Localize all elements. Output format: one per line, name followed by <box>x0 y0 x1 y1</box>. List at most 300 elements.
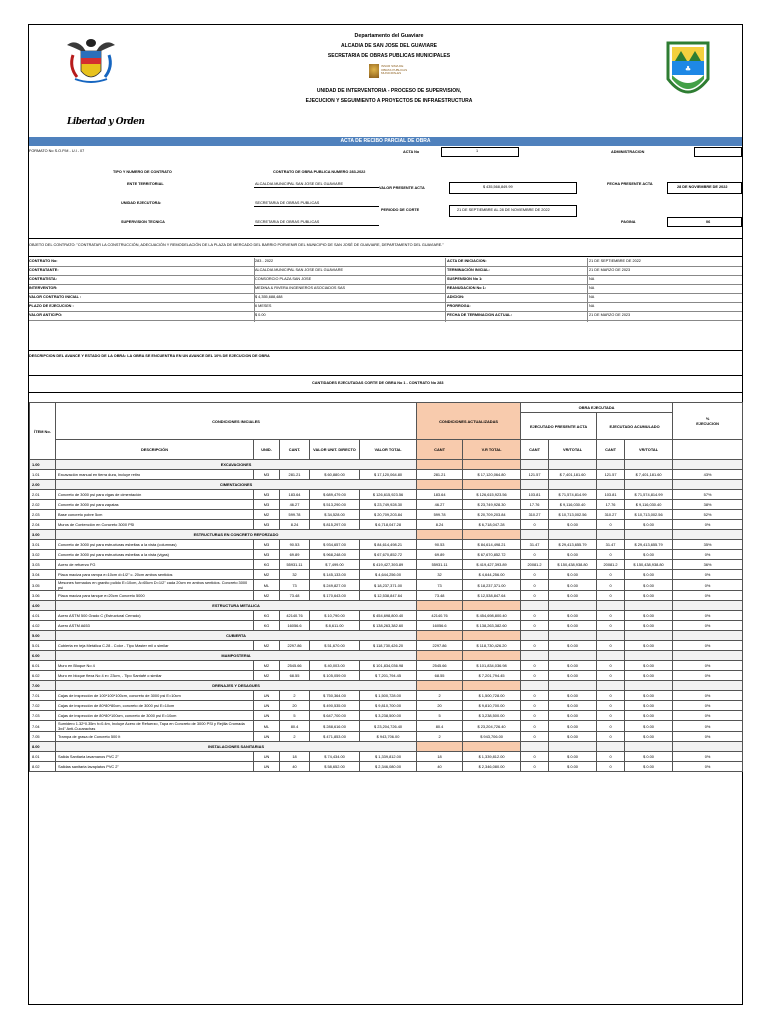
unit-price-cell: $ 249,827.00 <box>310 580 360 591</box>
section-title: EXCAVACIONES <box>56 460 417 470</box>
total-present-cell: $ 0.00 <box>549 762 597 772</box>
unit-cell: M2 <box>254 591 280 601</box>
section-row <box>30 681 743 691</box>
contract-label-right: REANUDACION No 1: <box>447 286 487 290</box>
contract-label: INTERVENTOR: <box>29 286 58 290</box>
table-row <box>30 520 743 530</box>
total-present-cell: $ 10,713,002.56 <box>549 510 597 520</box>
contract-value-right: 21 DE MARZO DE 2023 <box>589 268 631 272</box>
table-row <box>30 580 743 591</box>
unit-cell: ML <box>254 721 280 732</box>
logo-motto: Libertad y Orden <box>67 117 145 127</box>
contract-label: CONTRATISTA: <box>29 277 57 281</box>
table-row <box>30 691 743 701</box>
total-present-cell: $ 0.00 <box>549 520 597 530</box>
unit-price-cell: $ 471,853.00 <box>310 732 360 742</box>
contract-label-right: PRORROGA: <box>447 304 471 308</box>
pct-cell: 38% <box>673 500 743 510</box>
description-cell: Mesones formados en granito pulido E=10cm, A=65cm D=1/2" cada 20cm en ambos sentidos. Concreto 3000 psi <box>56 580 254 591</box>
qty-accum-cell: 0 <box>597 711 625 721</box>
qty-cell: 2545.66 <box>280 661 310 671</box>
header-vrtotal-presente: VR/TOTAL <box>549 440 597 460</box>
item-cell: 2.04 <box>30 520 56 530</box>
qty-cell: 80.4 <box>280 721 310 732</box>
total-accum-cell: $ 0.00 <box>625 762 673 772</box>
acta-no-box <box>441 147 519 157</box>
qty-accum-cell: 0 <box>597 701 625 711</box>
table-row <box>30 721 743 732</box>
total-cell: $ 84,614,498.21 <box>360 540 417 550</box>
unit-cell: M3 <box>254 540 280 550</box>
item-cell: 2.01 <box>30 490 56 500</box>
item-cell: 3.05 <box>30 580 56 591</box>
ente-label: ENTE TERRITORIAL <box>127 182 164 186</box>
total-accum-cell: $ 0.00 <box>625 591 673 601</box>
pct-cell: 36% <box>673 560 743 570</box>
table-row <box>30 621 743 631</box>
item-cell: 6.02 <box>30 671 56 681</box>
qty-updated-cell: 90.53 <box>417 540 463 550</box>
qty-updated-cell: 5 <box>417 711 463 721</box>
item-cell: 2.02 <box>30 500 56 510</box>
pct-cell: 0% <box>673 701 743 711</box>
description-cell: Salida Santiaria lavamanos PVC 2" <box>56 752 254 762</box>
qty-accum-cell: 0 <box>597 691 625 701</box>
total-cell: $ 126,615,923.56 <box>360 490 417 500</box>
description-cell: Placa maciza para rampa e=10cm d=1/2" c. 20cm ambos sentidos <box>56 570 254 580</box>
total-accum-cell: $ 7,401,181.60 <box>625 470 673 480</box>
section-title: CIMENTACIONES <box>56 480 417 490</box>
total-accum-cell: $ 0.00 <box>625 570 673 580</box>
total-accum-cell: $ 0.00 <box>625 691 673 701</box>
total-accum-cell: $ 10,713,002.56 <box>625 510 673 520</box>
qty-present-cell: 310.27 <box>521 510 549 520</box>
qty-accum-cell: 0 <box>597 732 625 742</box>
qty-cell: 46.27 <box>280 500 310 510</box>
qty-accum-cell: 0 <box>597 661 625 671</box>
periodo-label: PERIODO DE CORTE <box>381 208 420 212</box>
secretaria-logo-text: INSUR SIMA DE OBRAS PUBLICAS MUNICIPALES <box>381 64 408 75</box>
table-row <box>30 732 743 742</box>
periodo-value: 21 DE SEPTIEMBRE AL 28 DE NOVIEMBRE DE 2022 <box>457 208 550 212</box>
pct-cell: 0% <box>673 570 743 580</box>
total-present-cell: $ 9,116,030.40 <box>549 500 597 510</box>
description-cell: Trampa de grasa de Concreto 500 lt <box>56 732 254 742</box>
supervision-value: SECRETARIA DE OBRAS PUBLICAS <box>255 220 320 224</box>
unit-price-cell: $ 7,499.00 <box>310 560 360 570</box>
description-cell: Sumidero 1.32*0.35m h=0.4m, Incluye Acero de Refuerzo, Tapa en Concreto de 3000 PSI y Rejilla Cromada 3x4" Anti-Cucarachas <box>56 721 254 732</box>
qty-updated-cell: 42140.76 <box>417 611 463 621</box>
pct-cell: 35% <box>673 540 743 550</box>
total-cell: $ 67,670,852.72 <box>360 550 417 560</box>
qty-present-cell: 0 <box>521 580 549 591</box>
item-cell: 7.05 <box>30 732 56 742</box>
colombia-coat-of-arms-icon <box>61 37 121 87</box>
qty-cell: 599.78 <box>280 510 310 520</box>
guaviare-shield-icon <box>665 39 711 109</box>
unit-cell: KG <box>254 621 280 631</box>
obra-table <box>29 402 743 772</box>
total-present-cell: $ 0.00 <box>549 752 597 762</box>
header-obra-ejecutada: OBRA EJECUTADA <box>521 403 673 413</box>
pct-cell: 52% <box>673 510 743 520</box>
qty-accum-cell: 0 <box>597 721 625 732</box>
qty-accum-cell: 0 <box>597 752 625 762</box>
qty-present-cell: 0 <box>521 701 549 711</box>
table-title: CANTIDADES EJECUTADAS CORTE DE OBRA No 1 - CONTRATO No 283 <box>312 381 444 385</box>
total-cell: $ 6,718,047.28 <box>360 520 417 530</box>
total-updated-cell: $ 6,718,047.28 <box>463 520 521 530</box>
contract-value: 283 - 2022 <box>255 259 274 263</box>
contract-value: 6 MESES <box>255 304 272 308</box>
contract-value-right: NA <box>589 286 595 290</box>
table-row <box>30 711 743 721</box>
header-vtotal: VALOR TOTAL <box>360 440 417 460</box>
pct-cell: 0% <box>673 752 743 762</box>
qty-updated-cell: 73.48 <box>417 591 463 601</box>
qty-present-cell: 0 <box>521 762 549 772</box>
contract-value-right: NA <box>589 304 595 308</box>
total-updated-cell: $ 454,698,800.40 <box>463 611 521 621</box>
qty-accum-cell: 0 <box>597 611 625 621</box>
qty-accum-cell: 20081.2 <box>597 560 625 570</box>
pct-cell: 0% <box>673 691 743 701</box>
table-row <box>30 671 743 681</box>
total-present-cell: $ 0.00 <box>549 721 597 732</box>
item-cell: 8.02 <box>30 762 56 772</box>
unit-price-cell: $ 490,535.00 <box>310 701 360 711</box>
tipo-label: TIPO Y NUMERO DE CONTRATO <box>113 170 172 174</box>
qty-cell: 8.24 <box>280 520 310 530</box>
total-updated-cell: $ 118,730,426.20 <box>463 641 521 651</box>
unit-price-cell: $ 513,290.00 <box>310 500 360 510</box>
unit-price-cell: $ 8,611.00 <box>310 621 360 631</box>
description-cell: Acero de refuerzo FG <box>56 560 254 570</box>
total-cell: $ 12,538,847.64 <box>360 591 417 601</box>
total-cell: $ 17,120,064.80 <box>360 470 417 480</box>
section-row <box>30 651 743 661</box>
description-cell: Muro en Bloque No 4 <box>56 661 254 671</box>
total-cell: $ 7,201,794.45 <box>360 671 417 681</box>
header-und: UNID. <box>254 440 280 460</box>
qty-updated-cell: 32 <box>417 570 463 580</box>
section-title: ESTRUCTURA METALICA <box>56 601 417 611</box>
qty-cell: 90.53 <box>280 540 310 550</box>
total-updated-cell: $ 20,709,203.84 <box>463 510 521 520</box>
administracion-box <box>694 147 742 157</box>
table-row <box>30 752 743 762</box>
table-row <box>30 570 743 580</box>
pct-cell: 0% <box>673 580 743 591</box>
section-item: 2.00 <box>30 480 56 490</box>
contract-label: CONTRATANTE: <box>29 268 59 272</box>
qty-updated-cell: 18 <box>417 752 463 762</box>
total-present-cell: $ 0.00 <box>549 580 597 591</box>
qty-present-cell: 0 <box>521 732 549 742</box>
item-cell: 3.01 <box>30 540 56 550</box>
qty-accum-cell: 0 <box>597 671 625 681</box>
qty-present-cell: 0 <box>521 641 549 651</box>
total-present-cell: $ 0.00 <box>549 621 597 631</box>
unit-cell: M2 <box>254 510 280 520</box>
header-ejec-presente: EJECUTADO PRESENTE ACTA <box>521 413 597 440</box>
objeto-contrato: OBJETO DEL CONTRATO: "CONTRATAR LA CONSTRUCCIÓN, ADECUACIÓN Y REMODELACIÓN DE LA PLAZA DE MERCADO DEL BARRIO PORVENIR DEL MUNICIPIO DE SAN JOSÉ DE GUAVIARE, DEPARTAMENTO DEL GUAVIARE." <box>29 243 444 247</box>
total-accum-cell: $ 0.00 <box>625 701 673 711</box>
qty-updated-cell: 55931.11 <box>417 560 463 570</box>
unit-cell: M2 <box>254 641 280 651</box>
formato-label: FORMATO No S.O.P.M - U.I - 07 <box>29 149 85 153</box>
section-title: ESTRUCTURAS EN CONCRETO REFORZADO <box>56 530 417 540</box>
contract-value-right: 21 DE MARZO DE 2023 <box>589 313 631 317</box>
qty-present-cell: 0 <box>521 671 549 681</box>
qty-accum-cell: 0 <box>597 591 625 601</box>
contract-label: CONTRATO No: <box>29 259 58 263</box>
valor-presente-box <box>449 182 577 194</box>
unidad-label: UNIDAD EJECUTORA: <box>121 201 162 205</box>
alcaldia-title: ALCADIA DE SAN JOSE DEL GUAVIARE <box>340 43 438 49</box>
item-cell: 4.01 <box>30 611 56 621</box>
item-cell: 7.04 <box>30 721 56 732</box>
qty-cell: 68.55 <box>280 671 310 681</box>
section-row <box>30 601 743 611</box>
qty-updated-cell: 2 <box>417 732 463 742</box>
table-row <box>30 550 743 560</box>
contract-value-right: 21 DE SEPTIEMBRE DE 2022 <box>589 259 641 263</box>
unit-cell: UN <box>254 732 280 742</box>
header-vrtotal-act: V.R TOTAL <box>463 440 521 460</box>
qty-present-cell: 0 <box>521 721 549 732</box>
document-header <box>29 25 742 137</box>
total-present-cell: $ 0.00 <box>549 550 597 560</box>
unit-cell: M2 <box>254 661 280 671</box>
valor-presente-value: $ 435,568,849.99 <box>483 185 513 189</box>
header-cant-act: CANT <box>417 440 463 460</box>
unit-price-cell: $ 934,657.00 <box>310 540 360 550</box>
qty-present-cell: 0 <box>521 570 549 580</box>
qty-cell: 2 <box>280 732 310 742</box>
qty-updated-cell: 2 <box>417 691 463 701</box>
pct-cell: 0% <box>673 621 743 631</box>
qty-updated-cell: 16056.6 <box>417 621 463 631</box>
unit-cell: M3 <box>254 470 280 480</box>
qty-present-cell: 0 <box>521 520 549 530</box>
qty-cell: 18 <box>280 752 310 762</box>
description-cell: Concreto de 3000 psi para vigas de cimentación <box>56 490 254 500</box>
table-row <box>30 661 743 671</box>
contract-value: $ 4,355,688,488 <box>255 295 283 299</box>
unit-price-cell: $ 105,059.00 <box>310 671 360 681</box>
pct-cell: 0% <box>673 721 743 732</box>
total-updated-cell: $ 67,670,852.72 <box>463 550 521 560</box>
header-cant-acum: CANT <box>597 440 625 460</box>
qty-accum-cell: 0 <box>597 550 625 560</box>
unit-cell: ML <box>254 580 280 591</box>
total-accum-cell: $ 0.00 <box>625 711 673 721</box>
pagina-box <box>667 217 742 227</box>
total-cell: $ 943,706.00 <box>360 732 417 742</box>
qty-accum-cell: 103.81 <box>597 490 625 500</box>
total-accum-cell: $ 29,413,655.79 <box>625 540 673 550</box>
table-row <box>30 470 743 480</box>
total-cell: $ 18,237,371.00 <box>360 580 417 591</box>
unit-price-cell: $ 750,364.00 <box>310 691 360 701</box>
table-row <box>30 611 743 621</box>
contract-label-right: ADICION: <box>447 295 465 299</box>
qty-accum-cell: 0 <box>597 520 625 530</box>
unit-price-cell: $ 58,652.00 <box>310 762 360 772</box>
section-title: MAMPOSTERIA <box>56 651 417 661</box>
qty-present-cell: 0 <box>521 550 549 560</box>
pct-cell: 0% <box>673 711 743 721</box>
header-vrtotal-acum: VR/TOTAL <box>625 440 673 460</box>
pct-cell: 0% <box>673 550 743 560</box>
item-cell: 7.01 <box>30 691 56 701</box>
table-row <box>30 762 743 772</box>
description-cell: Muros de Contención en Concreto 3000 PSI <box>56 520 254 530</box>
descripcion-avance: DESCRIPCION DEL AVANCE Y ESTADO DE LA OBRA: LA OBRA SE ENCUENTRA EN UN AVANCE DEL 10% DE EJECUCION DE OBRA <box>29 354 270 358</box>
item-cell: 7.02 <box>30 701 56 711</box>
qty-updated-cell: 8.24 <box>417 520 463 530</box>
item-cell: 3.04 <box>30 570 56 580</box>
qty-cell: 55931.11 <box>280 560 310 570</box>
section-row <box>30 480 743 490</box>
total-cell: $ 101,834,036.98 <box>360 661 417 671</box>
unit-price-cell: $ 170,643.00 <box>310 591 360 601</box>
total-accum-cell: $ 0.00 <box>625 732 673 742</box>
contract-value: ALCALDIA MUNICIPAL SAN JOSE DEL GUAVIARE <box>255 268 343 272</box>
section-item: 1.00 <box>30 460 56 470</box>
description-cell: Excavación manual en tierra dura, incluye retiro <box>56 470 254 480</box>
header-cant: CANT. <box>280 440 310 460</box>
qty-cell: 16056.6 <box>280 621 310 631</box>
total-accum-cell: $ 0.00 <box>625 550 673 560</box>
contract-label: VALOR CONTRATO INICIAL : <box>29 295 82 299</box>
total-accum-cell: $ 0.00 <box>625 641 673 651</box>
unit-price-cell: $ 647,700.00 <box>310 711 360 721</box>
unit-cell: KG <box>254 560 280 570</box>
section-item: 8.00 <box>30 742 56 752</box>
section-row <box>30 460 743 470</box>
total-updated-cell: $ 18,237,371.00 <box>463 580 521 591</box>
total-present-cell: $ 0.00 <box>549 732 597 742</box>
description-cell: Cajas de inspección de 80*80*100cm, concreto de 3000 psi E=10cm <box>56 711 254 721</box>
qty-updated-cell: 80.4 <box>417 721 463 732</box>
contract-value-right: NA <box>589 295 595 299</box>
total-present-cell: $ 0.00 <box>549 570 597 580</box>
fecha-value: 28 DE NOVIEMBRE DE 2022 <box>677 185 728 189</box>
section-item: 6.00 <box>30 651 56 661</box>
pct-cell: 0% <box>673 591 743 601</box>
total-accum-cell: $ 9,116,030.40 <box>625 500 673 510</box>
item-cell: 6.01 <box>30 661 56 671</box>
description-cell: Base concreto pobre 5cm <box>56 510 254 520</box>
total-updated-cell: $ 943,706.00 <box>463 732 521 742</box>
secretaria-logo-icon <box>369 64 409 78</box>
qty-present-cell: 0 <box>521 711 549 721</box>
qty-present-cell: 121.57 <box>521 470 549 480</box>
acta-title-bar: ACTA DE RECIBO PARCIAL DE OBRA <box>29 137 742 146</box>
header-vunit: VALOR UNIT. DIRECTO <box>310 440 360 460</box>
header-item: ÍTEM No. <box>30 403 56 460</box>
table-row <box>30 500 743 510</box>
total-updated-cell: $ 12,538,847.64 <box>463 591 521 601</box>
item-cell: 2.03 <box>30 510 56 520</box>
header-descripcion: DESCRIPCIÓN <box>56 440 254 460</box>
qty-updated-cell: 68.55 <box>417 671 463 681</box>
unit-cell: UN <box>254 691 280 701</box>
total-updated-cell: $ 23,749,928.30 <box>463 500 521 510</box>
qty-accum-cell: 0 <box>597 762 625 772</box>
qty-present-cell: 17.76 <box>521 500 549 510</box>
description-cell: Muro en bloque flexa No 4 e= 23cm, - Tipo Santafé o similar <box>56 671 254 681</box>
contract-label-right: SUSPENSION No 1: <box>447 277 483 281</box>
qty-cell: 281.21 <box>280 470 310 480</box>
unit-price-cell: $ 74,434.00 <box>310 752 360 762</box>
acta-no-value: 1 <box>476 149 479 153</box>
description-cell: Acero ASTM 500 Grado C (Estructural Cerrado) <box>56 611 254 621</box>
pagina-value: 06 <box>706 220 711 224</box>
qty-present-cell: 0 <box>521 621 549 631</box>
total-present-cell: $ 150,438,938.80 <box>549 560 597 570</box>
qty-accum-cell: 0 <box>597 580 625 591</box>
dept-title: Departamento del Guaviare <box>354 33 424 39</box>
total-cell: $ 4,644,256.00 <box>360 570 417 580</box>
total-cell: $ 3,238,500.00 <box>360 711 417 721</box>
total-accum-cell: $ 0.00 <box>625 671 673 681</box>
qty-present-cell: 0 <box>521 752 549 762</box>
total-cell: $ 138,263,382.60 <box>360 621 417 631</box>
qty-present-cell: 31.47 <box>521 540 549 550</box>
description-cell: Salidas sanitaria lavaplatos PVC 2" <box>56 762 254 772</box>
total-cell: $ 9,810,700.00 <box>360 701 417 711</box>
item-cell: 8.01 <box>30 752 56 762</box>
unit-price-cell: $ 10,790.00 <box>310 611 360 621</box>
qty-updated-cell: 183.64 <box>417 490 463 500</box>
pct-cell: 0% <box>673 611 743 621</box>
description-cell: Placa maciza para tanque e=20cm Concreto 5000 <box>56 591 254 601</box>
unit-price-cell: $ 40,003.00 <box>310 661 360 671</box>
pct-cell: 0% <box>673 641 743 651</box>
unit-price-cell: $ 288,616.00 <box>310 721 360 732</box>
total-cell: $ 118,730,426.20 <box>360 641 417 651</box>
contract-value: MEDINA & RIVERA INGENIEROS ASOCIADOS SAS <box>255 286 346 290</box>
ente-value: ALCALDIA MUNICIPAL SAN JOSE DEL GUAVIARE <box>255 182 343 186</box>
contract-label-right: TERMINACIÓN INICIAL: <box>447 268 490 272</box>
total-accum-cell: $ 71,574,814.99 <box>625 490 673 500</box>
total-updated-cell: $ 2,346,080.00 <box>463 762 521 772</box>
qty-cell: 2297.86 <box>280 641 310 651</box>
qty-cell: 183.64 <box>280 490 310 500</box>
unit-price-cell: $ 34,528.00 <box>310 510 360 520</box>
unit-cell: KG <box>254 611 280 621</box>
total-updated-cell: $ 1,500,728.00 <box>463 691 521 701</box>
contract-value-right: NA <box>589 277 595 281</box>
table-row <box>30 701 743 711</box>
qty-present-cell: 0 <box>521 591 549 601</box>
description-cell: Concreto de 3000 psi para estructuras esbeltas a la vista (vigas) <box>56 550 254 560</box>
qty-present-cell: 0 <box>521 661 549 671</box>
total-updated-cell: $ 23,204,726.40 <box>463 721 521 732</box>
header-cant-presente: CANT <box>521 440 549 460</box>
qty-updated-cell: 40 <box>417 762 463 772</box>
description-cell: Cubierta en teja Metálica C.28 - Color - Tipo Master mil o similar <box>56 641 254 651</box>
item-cell: 7.03 <box>30 711 56 721</box>
total-cell: $ 419,427,393.89 <box>360 560 417 570</box>
item-cell: 3.03 <box>30 560 56 570</box>
table-row <box>30 490 743 500</box>
qty-cell: 69.89 <box>280 550 310 560</box>
section-item: 7.00 <box>30 681 56 691</box>
